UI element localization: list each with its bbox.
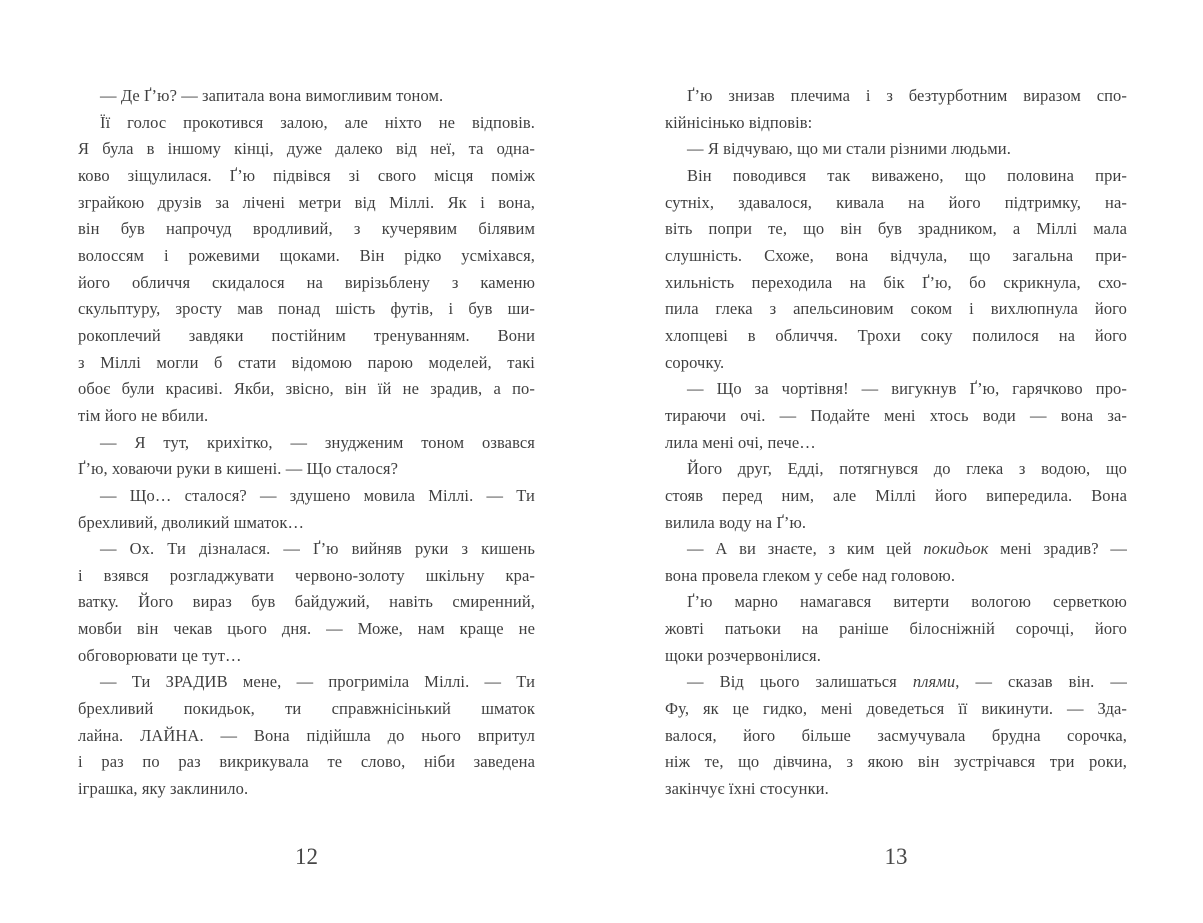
text-line bbox=[665, 616, 1127, 643]
text-run: Фу, як це гидко, мені доведеться її викинути. — Зда- bbox=[665, 699, 1127, 719]
text-line bbox=[665, 563, 1127, 590]
text-run: і раз по раз викрикувала те слово, ніби заведена bbox=[78, 752, 535, 772]
text-line bbox=[78, 696, 535, 723]
text-line bbox=[665, 696, 1127, 723]
text-run: — Що… сталося? — здушено мовила Міллі. — Ти bbox=[100, 485, 535, 505]
italic-text: покидьок bbox=[923, 539, 989, 559]
text-run: Я була в іншому кінці, дуже далеко від неї, та одна- bbox=[78, 139, 535, 159]
text-run: Його друг, Едді, потягнувся до глека з водою, що bbox=[687, 459, 1127, 479]
text-run: тім його не вбили. bbox=[78, 405, 209, 425]
text-block bbox=[78, 83, 535, 803]
text-run: стояв перед ним, але Міллі його випередила. Вона bbox=[665, 485, 1127, 505]
text-run: Ґ’ю, ховаючи руки в кишені. — Що сталося? bbox=[78, 459, 399, 479]
text-run: хлопцеві в обличчя. Трохи соку полилося на його bbox=[665, 325, 1127, 345]
text-run: — Я тут, крихітко, — знудженим тоном озвався bbox=[100, 432, 535, 452]
text-line bbox=[78, 616, 535, 643]
text-run: Він поводився так виважено, що половина при- bbox=[687, 165, 1127, 185]
text-run: він був напрочуд вродливий, з кучерявим білявим bbox=[78, 219, 535, 239]
text-run: віть попри те, що він був зрадником, а Міллі мала bbox=[665, 219, 1127, 239]
text-run: слушність. Схоже, вона відчула, що загальна при- bbox=[665, 245, 1127, 265]
text-run: скульптуру, зросту мав понад шість футів, і був ши- bbox=[78, 299, 535, 319]
text-line bbox=[78, 270, 535, 297]
text-run: обговорювати це тут… bbox=[78, 645, 242, 665]
text-line bbox=[78, 723, 535, 750]
text-run: пила глека з апельсиновим соком і вихлюпнула його bbox=[665, 299, 1127, 319]
text-line bbox=[665, 749, 1127, 776]
text-run: Ґ’ю марно намагався витерти вологою серветкою bbox=[687, 592, 1127, 612]
text-run: ватку. Його вираз був байдужий, навіть смиренний, bbox=[78, 592, 535, 612]
text-line bbox=[665, 669, 1127, 696]
text-line bbox=[665, 270, 1127, 297]
text-run: обоє були красиві. Якби, звісно, він їй не зрадив, а по- bbox=[78, 379, 535, 399]
text-run: Ґ’ю знизав плечима і з безтурботним виразом спо- bbox=[687, 86, 1127, 105]
text-line bbox=[78, 323, 535, 350]
text-run: його обличчя скидалося на вирізьблену з каменю bbox=[78, 272, 535, 292]
text-run: щоки розчервонілися. bbox=[665, 645, 821, 665]
text-line bbox=[78, 350, 535, 377]
text-run: — Я відчуваю, що ми стали різними людьми. bbox=[687, 139, 1011, 159]
text-line bbox=[78, 163, 535, 190]
text-line bbox=[78, 456, 535, 483]
text-run: і взявся розгладжувати червоно-золоту шкільну кра- bbox=[78, 565, 535, 585]
text-line bbox=[78, 643, 535, 670]
text-run: закінчує їхні стосунки. bbox=[665, 779, 829, 799]
text-line bbox=[665, 136, 1127, 163]
text-run: тираючи очі. — Подайте мені хтось води — вона за- bbox=[665, 405, 1127, 425]
text-run: — Ох. Ти дізналася. — Ґ’ю вийняв руки з кишень bbox=[100, 539, 535, 559]
text-line bbox=[665, 536, 1127, 563]
text-run: мовби він чекав цього дня. — Може, нам краще не bbox=[78, 619, 535, 639]
text-run: валося, його більше засмучувала брудна сорочка, bbox=[665, 725, 1127, 745]
text-run: волоссям і рожевими щоками. Він рідко усміхався, bbox=[78, 245, 535, 265]
text-run: іграшка, яку заклинило. bbox=[78, 779, 249, 799]
text-line bbox=[78, 563, 535, 590]
text-line bbox=[78, 136, 535, 163]
text-line bbox=[665, 190, 1127, 217]
text-line bbox=[665, 243, 1127, 270]
page-number-right: 13 bbox=[884, 844, 908, 869]
text-run: сорочку. bbox=[665, 352, 725, 372]
text-block bbox=[665, 83, 1127, 803]
text-line bbox=[665, 83, 1127, 110]
text-run: — Ти ЗРАДИВ мене, — прогриміла Міллі. — Ти bbox=[100, 672, 535, 692]
text-line bbox=[78, 403, 535, 430]
text-run: — Що за чортівня! — вигукнув Ґ’ю, гарячково про- bbox=[687, 379, 1127, 399]
text-line bbox=[665, 110, 1127, 137]
text-run: хильність переходила на бік Ґ’ю, бо скрикнула, схо- bbox=[665, 272, 1127, 292]
text-run: брехливий покидьок, ти справжнісінький шматок bbox=[78, 699, 535, 719]
text-line bbox=[665, 483, 1127, 510]
page-right bbox=[665, 83, 1127, 803]
text-run: — Де Ґ’ю? — запитала вона вимогливим тоном. bbox=[100, 86, 444, 105]
page-number-left: 12 bbox=[295, 844, 318, 869]
text-line bbox=[665, 589, 1127, 616]
italic-text: плями bbox=[912, 672, 956, 692]
text-run: зграйкою друзів за лічені метри від Міллі. Як і вона, bbox=[78, 192, 535, 212]
text-run: мені зрадив? — bbox=[988, 539, 1127, 559]
page-left bbox=[78, 83, 535, 803]
text-line bbox=[78, 376, 535, 403]
text-line bbox=[665, 350, 1127, 377]
text-run: — А ви знаєте, з ким цей bbox=[687, 539, 924, 559]
text-run: вилила воду на Ґ’ю. bbox=[665, 512, 807, 532]
text-line bbox=[665, 643, 1127, 670]
text-run: вона провела глеком у себе над головою. bbox=[665, 565, 956, 585]
text-line bbox=[78, 243, 535, 270]
text-line bbox=[665, 323, 1127, 350]
text-line bbox=[78, 749, 535, 776]
text-run: ково зіщулилася. Ґ’ю підвівся зі свого місця поміж bbox=[78, 165, 535, 185]
text-run: рокоплечий завдяки постійним тренуванням. Вони bbox=[78, 325, 535, 345]
text-line bbox=[78, 510, 535, 537]
text-line bbox=[665, 376, 1127, 403]
text-line bbox=[665, 296, 1127, 323]
text-line bbox=[665, 216, 1127, 243]
text-run: брехливий, дволикий шматок… bbox=[78, 512, 305, 532]
text-line bbox=[665, 163, 1127, 190]
text-run: кійнісінько відповів: bbox=[665, 112, 813, 132]
text-line bbox=[665, 430, 1127, 457]
text-run: жовті патьоки на раніше білосніжній сорочці, його bbox=[665, 619, 1127, 639]
text-line bbox=[78, 216, 535, 243]
text-line bbox=[78, 190, 535, 217]
text-run: сутніх, здавалося, кивала на його підтримку, на- bbox=[665, 192, 1127, 212]
text-line bbox=[665, 456, 1127, 483]
text-line bbox=[78, 83, 535, 110]
text-line bbox=[78, 669, 535, 696]
text-line bbox=[78, 589, 535, 616]
text-line bbox=[78, 430, 535, 457]
text-run: ніж те, що дівчина, з якою він зустрічався три роки, bbox=[665, 752, 1127, 772]
text-run: з Міллі могли б стати відомою парою моделей, такі bbox=[78, 352, 535, 372]
text-line bbox=[78, 536, 535, 563]
text-line bbox=[78, 776, 535, 803]
text-run: — Від цього залишаться bbox=[687, 672, 913, 692]
text-run: , — сказав він. — bbox=[955, 672, 1127, 692]
text-line bbox=[665, 403, 1127, 430]
text-line bbox=[78, 296, 535, 323]
text-line bbox=[78, 110, 535, 137]
text-run: лила мені очі, пече… bbox=[665, 432, 816, 452]
text-run: лайна. ЛАЙНА. — Вона підійшла до нього впритул bbox=[78, 725, 535, 745]
text-run: Її голос прокотився залою, але ніхто не відповів. bbox=[100, 112, 535, 132]
text-line bbox=[665, 723, 1127, 750]
text-line bbox=[665, 776, 1127, 803]
text-line bbox=[665, 510, 1127, 537]
text-line bbox=[78, 483, 535, 510]
